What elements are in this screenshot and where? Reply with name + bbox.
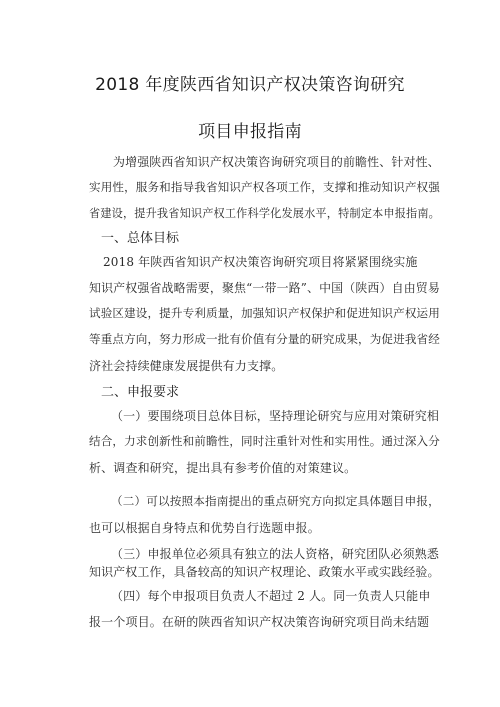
requirement-1-line: 结合，力求创新性和前瞻性，同时注重针对性和实用性。通过深入分 [89, 434, 440, 448]
requirement-2-line: 也可以根据自身特点和优势自行选题申报。 [89, 521, 320, 535]
document-title-line1: 2018 年度陕西省知识产权决策咨询研究 [95, 75, 405, 95]
intro-paragraph-line: 为增强陕西省知识产权决策咨询研究项目的前瞻性、针对性、 [113, 155, 440, 169]
goals-paragraph-line: 等重点方向，努力形成一批有价值有分量的研究成果，为促进我省经 [89, 332, 440, 346]
intro-paragraph-line: 省建设，提升我省知识产权工作科学化发展水平，特制定本申报指南。 [89, 207, 440, 220]
goals-paragraph-line: 济社会持续健康发展提供有力支撑。 [89, 359, 284, 373]
goals-paragraph-line: 2018 年陕西省知识产权决策咨询研究项目将紧紧围绕实施 [103, 255, 418, 269]
section-heading-goals: 一、总体目标 [101, 231, 180, 246]
requirement-1-line: （一）要围绕项目总体目标，坚持理论研究与应用对策研究相 [111, 409, 440, 423]
document-title-line2: 项目申报指南 [198, 122, 302, 142]
goals-paragraph-line: 知识产权强省战略需要，聚焦“一带一路”、中国（陕西）自由贸易 [89, 281, 440, 295]
requirement-4-line: 报一个项目。在研的陕西省知识产权决策咨询研究项目尚未结题 [89, 615, 430, 629]
section-heading-requirements: 二、申报要求 [101, 385, 180, 400]
goals-paragraph-line: 试验区建设，提升专利质量，加强知识产权保护和促进知识产权运用 [89, 306, 440, 320]
requirement-3-line: 知识产权工作，具备较高的知识产权理论、政策水平或实践经验。 [89, 565, 440, 579]
requirement-3-line: （三）申报单位必须具有独立的法人资格，研究团队必须熟悉 [111, 547, 440, 561]
requirement-2-line: （二）可以按照本指南提出的重点研究方向拟定具体题目申报， [111, 494, 440, 508]
requirement-1-line: 析、调查和研究，提出具有参考价值的对策建议。 [89, 461, 357, 475]
intro-paragraph-line: 实用性，服务和指导我省知识产权各项工作，支撑和推动知识产权强 [89, 180, 440, 194]
requirement-4-line: （四）每个申报项目负责人不超过 2 人。同一负责人只能申 [111, 589, 431, 603]
